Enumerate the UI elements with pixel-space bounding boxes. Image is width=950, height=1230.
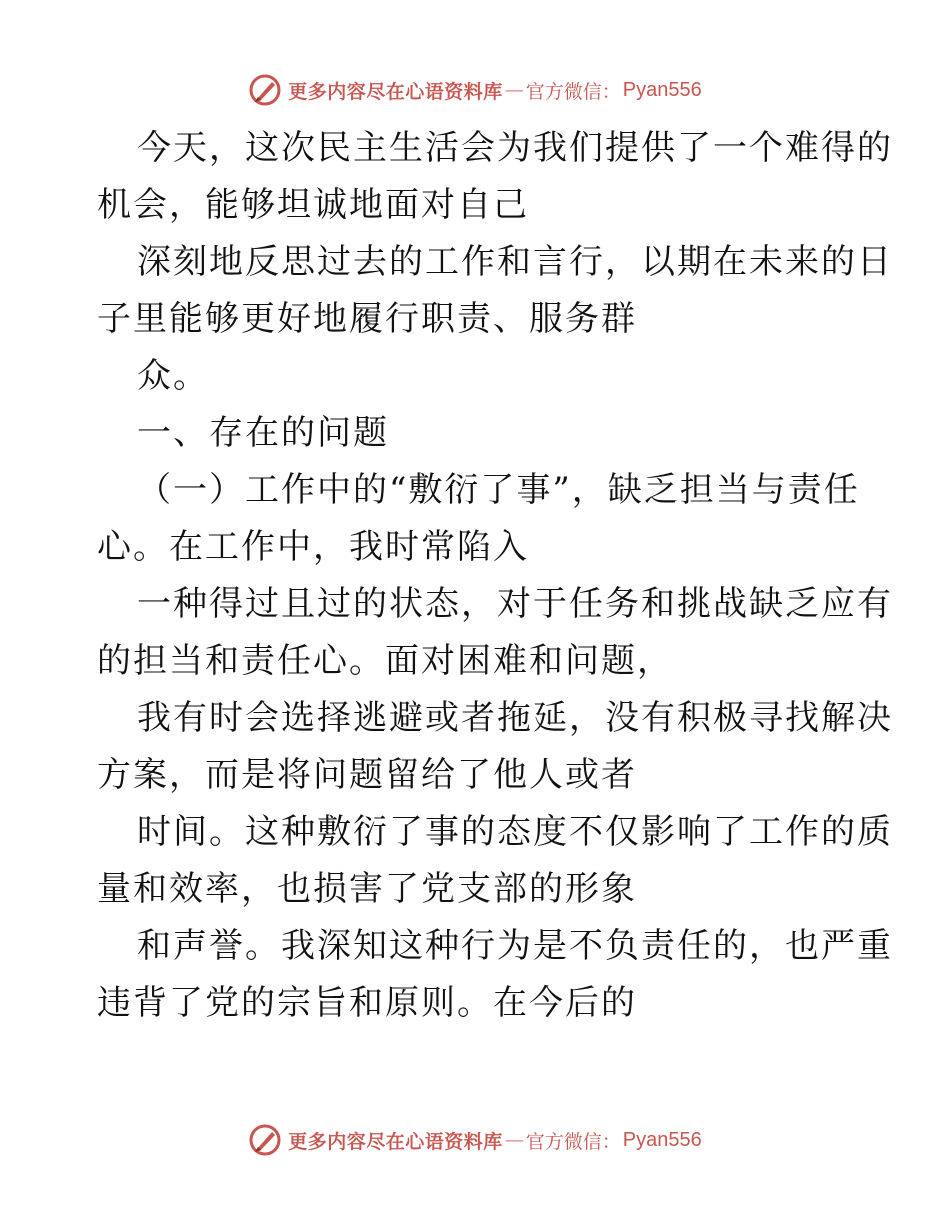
paragraph-line: 时间。这种敷衍了事的态度不仅影响了工作的质 — [137, 812, 893, 852]
watermark-wechat-label: 官方微信： — [525, 80, 621, 103]
paragraph-line: 今天，这次民主生活会为我们提供了一个难得的 — [137, 128, 893, 168]
paragraph-line: 机会，能够坦诚地面对自己 — [97, 185, 529, 225]
watermark-separator: — — [504, 79, 524, 101]
watermark-wechat-id: Pyan556 — [622, 1128, 702, 1151]
paragraph-line: 众。 — [137, 356, 209, 396]
quill-pen-seal-icon — [248, 73, 282, 107]
paragraph-line: 量和效率，也损害了党支部的形象 — [97, 869, 637, 909]
paragraph-line: 违背了党的宗旨和原则。在今后的 — [97, 983, 637, 1023]
watermark-text: 更多内容尽在心语资料库 — [288, 1130, 503, 1153]
watermark-wechat-id: Pyan556 — [622, 78, 702, 101]
watermark-wechat-label: 官方微信： — [525, 1130, 621, 1153]
subsection-heading-line: （一）工作中的“敷衍了事”，缺乏担当与责任 — [137, 470, 860, 510]
footer-watermark — [0, 1120, 950, 1160]
header-watermark — [0, 70, 950, 110]
watermark-text: 更多内容尽在心语资料库 — [288, 80, 503, 103]
paragraph-line: 一种得过且过的状态，对于任务和挑战缺乏应有 — [137, 584, 893, 624]
section-heading: 一、存在的问题 — [137, 413, 389, 453]
quill-pen-seal-icon — [248, 1123, 282, 1157]
paragraph-line: 深刻地反思过去的工作和言行，以期在未来的日 — [137, 242, 893, 282]
paragraph-line: 我有时会选择逃避或者拖延，没有积极寻找解决 — [137, 698, 893, 738]
watermark-separator: — — [504, 1129, 524, 1151]
paragraph-line: 心。在工作中，我时常陷入 — [97, 527, 529, 567]
paragraph-line: 方案，而是将问题留给了他人或者 — [97, 755, 637, 795]
paragraph-line: 和声誉。我深知这种行为是不负责任的，也严重 — [137, 926, 893, 966]
paragraph-line: 的担当和责任心。面对困难和问题， — [97, 641, 673, 681]
document-body — [97, 120, 893, 1032]
paragraph-line: 子里能够更好地履行职责、服务群 — [97, 299, 637, 339]
